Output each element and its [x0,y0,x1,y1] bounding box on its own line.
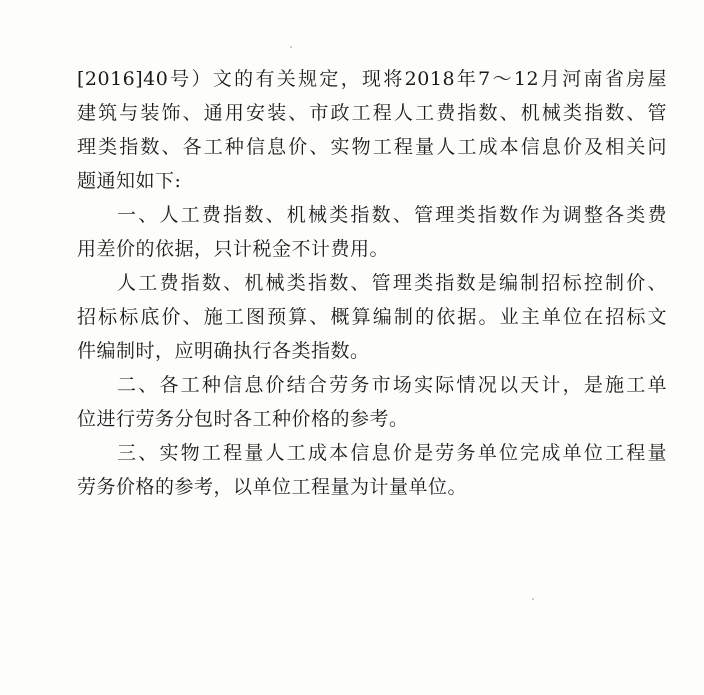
text-line: 用差价的依据，只计税金不计费用。 [77,238,390,260]
text-line: 三、实物工程量人工成本信息价是劳务单位完成单位工程量 [117,442,667,464]
text-line: 劳务价格的参考，以单位工程量为计量单位。 [77,476,468,498]
text-line: 位进行劳务分包时各工种价格的参考。 [77,408,409,430]
text-line: 一、人工费指数、机械类指数、管理类指数作为调整各类费 [117,204,667,226]
scan-speck [290,46,292,48]
scan-speck [532,598,534,600]
document-body [77,62,667,504]
text-line: 件编制时，应明确执行各类指数。 [77,340,370,362]
text-line: 招标标底价、施工图预算、概算编制的依据。业主单位在招标文 [77,306,667,328]
text-line: 理类指数、各工种信息价、实物工程量人工成本信息价及相关问 [77,136,667,158]
text-line: [2016]40号）文的有关规定，现将2018年7～12月河南省房屋 [77,68,667,90]
text-line: 二、各工种信息价结合劳务市场实际情况以天计，是施工单 [117,374,667,396]
text-line: 题通知如下: [77,170,182,192]
text-line: 建筑与装饰、通用安装、市政工程人工费指数、机械类指数、管 [77,102,667,124]
text-line: 人工费指数、机械类指数、管理类指数是编制招标控制价、 [117,272,667,294]
